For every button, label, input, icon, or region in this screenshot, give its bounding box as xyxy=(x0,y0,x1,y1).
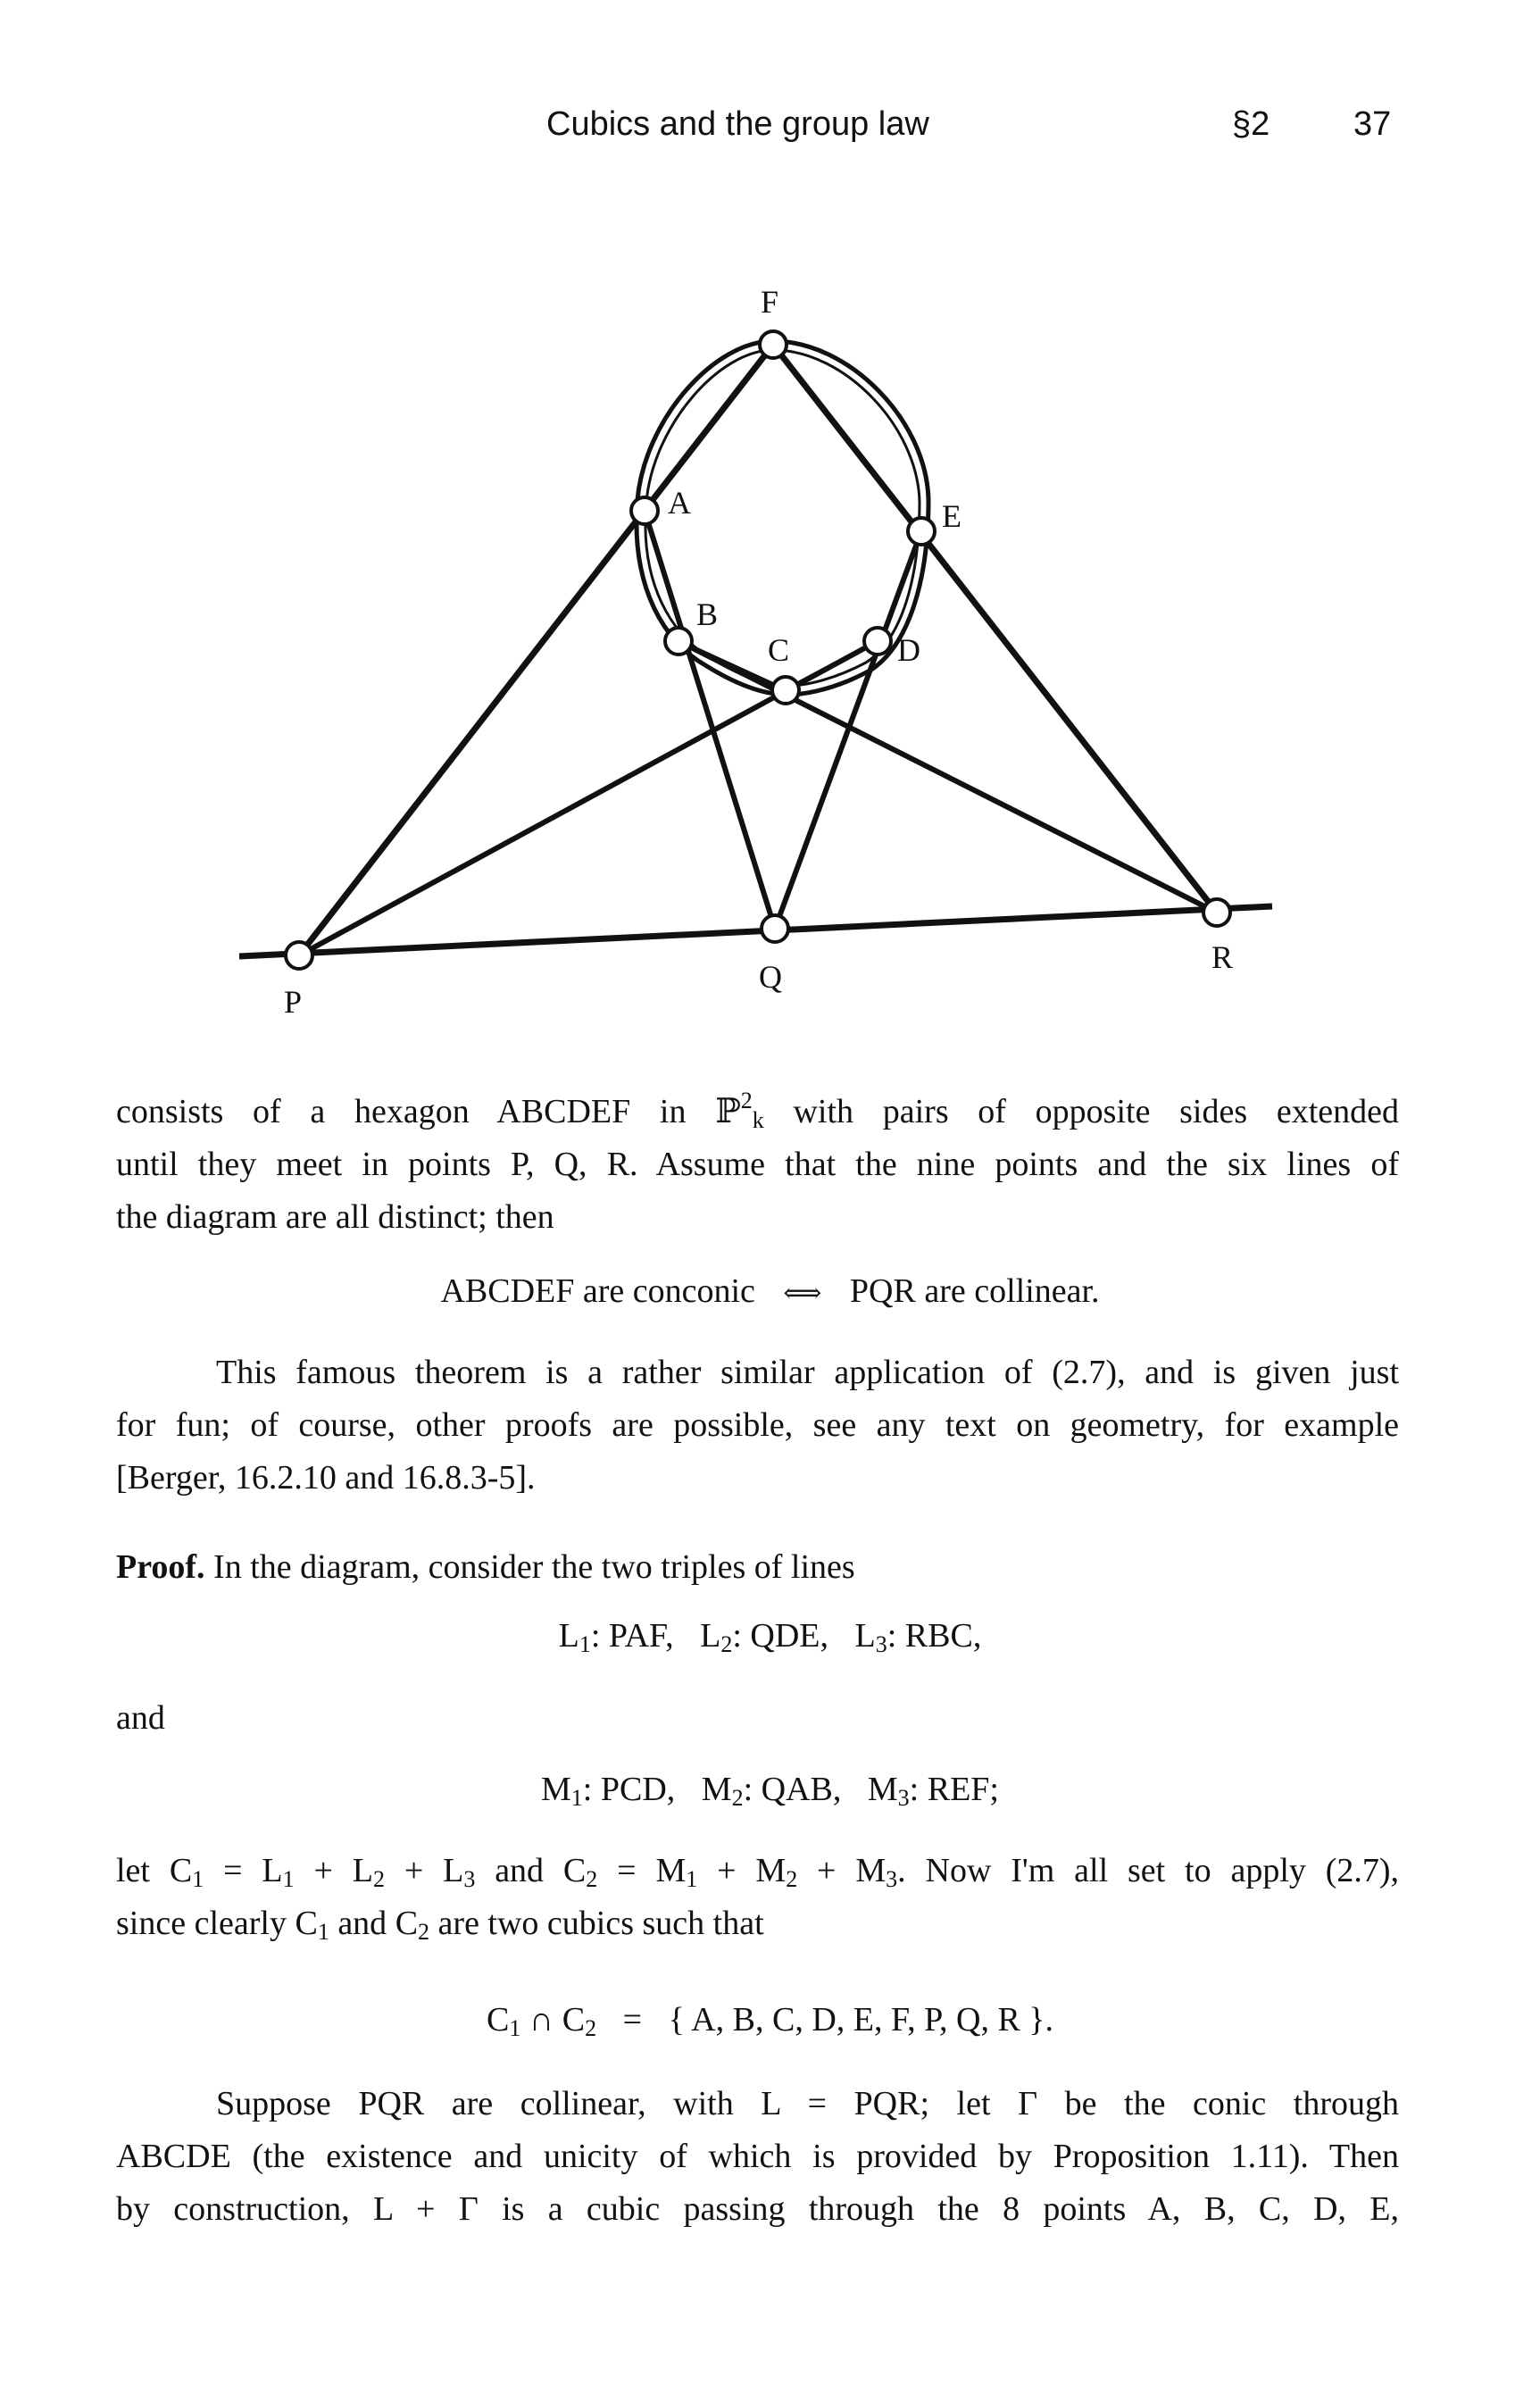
para4-line1: Suppose PQR are collinear, with L = PQR; let Γ be the conic through xyxy=(216,2085,1400,2122)
point-f xyxy=(760,331,787,358)
para3-line1: let $C_1 = L_1 + L_2 + L_3$ and $C_2 = M_1 + M_2 + M_3$. Now I'm all set to apply (2.7), xyxy=(116,1852,1400,1892)
line-ref xyxy=(773,345,1217,913)
para1-line1: consists of a hexagon ABCDEF in ℙ$^2_k$ with pairs of opposite sides extended xyxy=(116,1088,1399,1133)
paragraph-suppose xyxy=(116,2078,1399,2236)
projective-plane-symbol: ℙ$^2_k$ xyxy=(715,1088,764,1133)
section-number: §2 xyxy=(1232,105,1270,143)
label-b: B xyxy=(696,596,719,632)
point-r xyxy=(1203,899,1230,926)
line-qde xyxy=(775,531,921,929)
para4-line3: by construction, L + Γ is a cubic passing through the 8 points A, B, C, D, E, xyxy=(116,2190,1399,2228)
equivalence-display: ABCDEF are conconic ⟺ PQR are collinear. xyxy=(440,1272,1100,1310)
paragraph-cubics xyxy=(116,1845,1399,1950)
iff-arrow-icon: ⟺ xyxy=(783,1279,822,1308)
point-p xyxy=(286,942,312,969)
para3-line2: since clearly $C_1$ and $C_2$ are two cubics such that xyxy=(116,1905,764,1945)
running-title: Cubics and the group law xyxy=(546,105,929,143)
label-e: E xyxy=(942,498,961,534)
lines-m-display: $M_1$: PCD, $M_2$: QAB, $M_3$: REF; xyxy=(541,1771,999,1811)
point-d xyxy=(864,628,891,655)
and-word: and xyxy=(116,1699,165,1737)
label-a: A xyxy=(668,485,691,521)
para2-line3: [Berger, 16.2.10 and 16.8.3-5]. xyxy=(116,1459,536,1497)
label-r: R xyxy=(1211,939,1234,975)
point-b xyxy=(665,628,692,655)
para1-line3: the diagram are all distinct; then xyxy=(116,1198,554,1236)
para2-line2: for fun; of course, other proofs are possible, see any text on geometry, for example xyxy=(116,1406,1399,1444)
label-f: F xyxy=(761,284,779,320)
intersection-icon: ∩ xyxy=(529,2001,554,2039)
label-q: Q xyxy=(759,959,782,995)
intersection-display: $C_1$ ∩ $C_2$ = { A, B, C, D, E, F, P, Q, R }. xyxy=(486,2001,1054,2041)
gamma-symbol: Γ xyxy=(1018,2085,1038,2122)
lines-l-display: $L_1$: PAF, $L_2$: QDE, $L_3$: RBC, xyxy=(558,1617,982,1657)
para4-line2: ABCDE (the existence and unicity of which is provided by Proposition 1.11). Then xyxy=(116,2138,1399,2175)
point-e xyxy=(908,518,935,545)
page-number: 37 xyxy=(1353,105,1392,143)
proof-label: Proof. xyxy=(116,1548,205,1586)
line-pqr xyxy=(239,906,1272,956)
paragraph-hexagon xyxy=(116,1085,1399,1244)
para2-line1: This famous theorem is a rather similar application of (2.7), and is given just xyxy=(216,1354,1399,1391)
point-a xyxy=(631,497,658,524)
label-d: D xyxy=(897,632,920,668)
point-c xyxy=(772,677,799,704)
pascal-hexagon-figure xyxy=(0,0,1540,1054)
label-p: P xyxy=(284,984,303,1020)
paragraph-famous-theorem xyxy=(116,1347,1399,1505)
line-qab xyxy=(645,511,775,929)
proof-line: Proof. In the diagram, consider the two triples of lines xyxy=(116,1548,855,1586)
label-c: C xyxy=(768,632,790,668)
point-q xyxy=(762,915,788,942)
para1-line2: until they meet in points P, Q, R. Assume that the nine points and the six lines of xyxy=(116,1146,1399,1183)
